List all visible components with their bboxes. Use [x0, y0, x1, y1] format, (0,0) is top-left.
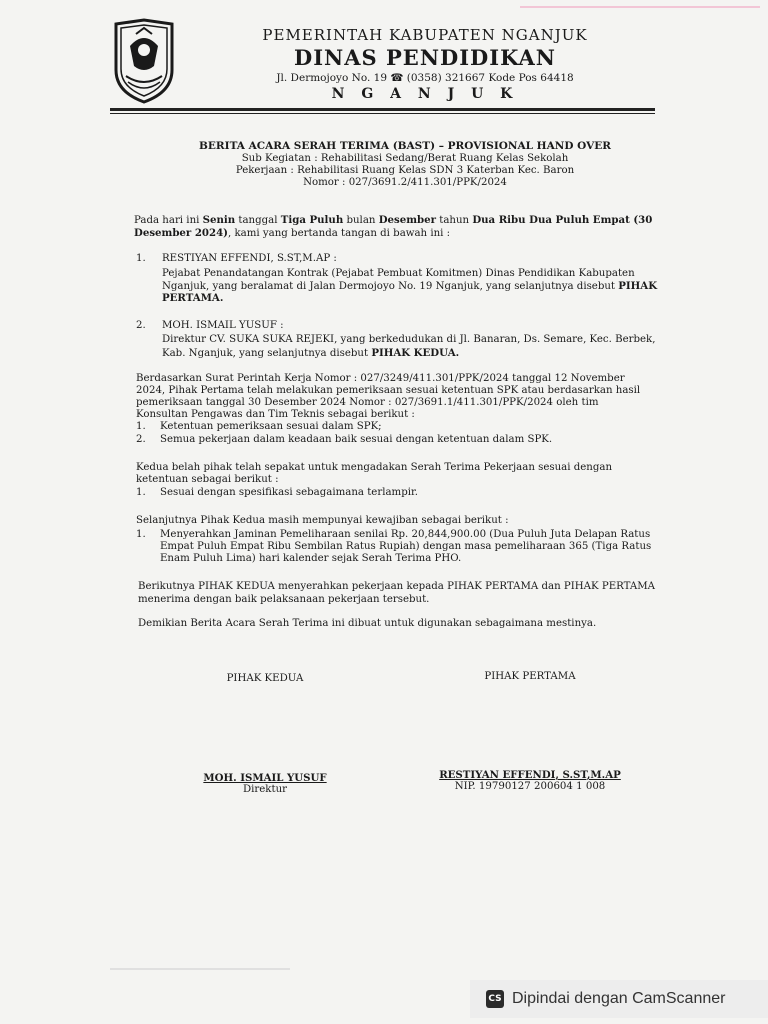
para1-line-1: Berdasarkan Surat Perintah Kerja Nomor : 027/3249/411.301/PPK/2024 tanggal 12 November	[136, 373, 625, 384]
party1-desc-text: Nganjuk, yang beralamat di Jalan Dermojoyo No. 19 Nganjuk, yang selanjutnya disebut	[162, 281, 619, 292]
para3-item-number: 1.	[136, 529, 146, 540]
city-name: N G A N J U K	[331, 86, 519, 102]
signature-label-pihak-pertama: PIHAK PERTAMA	[484, 671, 576, 682]
party1-name: RESTIYAN EFFENDI, S.ST,M.AP :	[162, 253, 337, 264]
letterhead-rule-thin	[110, 113, 655, 114]
intro-line-1	[134, 214, 652, 228]
party2-name: MOH. ISMAIL YUSUF :	[162, 320, 284, 331]
intro-day: Senin	[202, 214, 236, 226]
intro-date-bold: Desember 2024)	[134, 227, 229, 239]
para1-line-4: Konsultan Pengawas dan Tim Teknis sebagai berikut :	[136, 409, 415, 420]
para4-line-2: menerima dengan baik pelaksanaan pekerjaan tersebut.	[138, 594, 430, 605]
para1-line-2: 2024, Pihak Pertama telah melakukan pemeriksaan sesuai ketentuan SPK atau berdasarkan hasil	[136, 385, 641, 396]
signatory-title-kedua: Direktur	[242, 784, 288, 795]
letterhead-rule-thick	[110, 108, 655, 111]
intro-text: bulan	[343, 215, 379, 226]
nomor: Nomor : 027/3691.2/411.301/PPK/2024	[303, 177, 507, 188]
scan-artifact-line	[520, 6, 760, 8]
intro-month: Desember	[378, 214, 436, 226]
para3-item-line-3: Enam Puluh Lima) hari kalender sejak Serah Terima PHO.	[160, 553, 462, 564]
para1-item-number: 1.	[136, 421, 146, 432]
para1-item-text: Ketentuan pemeriksaan sesuai dalam SPK;	[160, 421, 382, 432]
letterhead	[200, 26, 650, 102]
camscanner-logo-icon: CS	[486, 990, 504, 1008]
agency-name: DINAS PENDIDIKAN	[294, 45, 556, 70]
intro-text: , kami yang bertanda tangan di bawah ini :	[228, 228, 451, 239]
party2-role-bold: PIHAK KEDUA.	[371, 347, 460, 359]
para2-line-2: ketentuan sebagai berikut :	[136, 474, 279, 485]
intro-year: Dua Ribu Dua Puluh Empat (30	[472, 214, 653, 226]
para1-item-text: Semua pekerjaan dalam keadaan baik sesuai dengan ketentuan dalam SPK.	[160, 434, 553, 445]
party2-desc-text: Kab. Nganjuk, yang selanjutnya disebut	[162, 348, 372, 359]
signatory-name-kedua: MOH. ISMAIL YUSUF	[203, 772, 327, 784]
para3-item-line-2: Empat Puluh Empat Ribu Sembilan Ratus Rupiah) dengan masa pemeliharaan 365 (Tiga Ratus	[160, 541, 652, 552]
party2-desc-2	[162, 347, 459, 361]
party2-number: 2.	[136, 320, 146, 331]
intro-text: tahun	[435, 215, 473, 226]
party1-number: 1.	[136, 253, 146, 264]
para3-line-1: Selanjutnya Pihak Kedua masih mempunyai kewajiban sebagai berikut :	[136, 515, 509, 526]
signatory-nip-pertama: NIP. 19790127 200604 1 008	[454, 781, 606, 792]
scan-artifact-smudge	[110, 968, 290, 970]
party1-role-bold: PIHAK	[618, 280, 658, 292]
intro-text: tanggal	[235, 215, 281, 226]
sub-kegiatan: Sub Kegiatan : Rehabilitasi Sedang/Berat Ruang Kelas Sekolah	[241, 153, 569, 164]
agency-address: Jl. Dermojoyo No. 19 ☎ (0358) 321667 Kode Pos 64418	[276, 72, 574, 84]
party1-role: PERTAMA.	[162, 292, 224, 304]
para2-item-number: 1.	[136, 487, 146, 498]
closing-statement: Demikian Berita Acara Serah Terima ini dibuat untuk digunakan sebagaimana mestinya.	[138, 618, 597, 629]
party1-desc-2	[162, 280, 657, 294]
para2-item-text: Sesuai dengan spesifikasi sebagaimana terlampir.	[160, 487, 418, 498]
para4-line-1: Berikutnya PIHAK KEDUA menyerahkan pekerjaan kepada PIHAK PERTAMA dan PIHAK PERTAMA	[138, 581, 655, 592]
para1-line-3: pemeriksaan tanggal 30 Desember 2024 Nomor : 027/3691.1/411.301/PPK/2024 oleh tim	[136, 397, 599, 408]
intro-line-2	[134, 227, 450, 241]
camscanner-text: Dipindai dengan CamScanner	[512, 990, 726, 1007]
pekerjaan: Pekerjaan : Rehabilitasi Ruang Kelas SDN 3 Katerban Kec. Baron	[235, 165, 575, 176]
intro-date: Tiga Puluh	[280, 214, 344, 226]
regency-seal-icon	[110, 18, 178, 104]
document-title: BERITA ACARA SERAH TERIMA (BAST) – PROVISIONAL HAND OVER	[199, 140, 611, 152]
government-name: PEMERINTAH KABUPATEN NGANJUK	[262, 26, 588, 44]
signature-label-pihak-kedua: PIHAK KEDUA	[226, 673, 304, 684]
para2-line-1: Kedua belah pihak telah sepakat untuk mengadakan Serah Terima Pekerjaan sesuai dengan	[136, 462, 613, 473]
party2-desc-1: Direktur CV. SUKA SUKA REJEKI, yang berkedudukan di Jl. Banaran, Ds. Semare, Kec. Berbek,	[162, 334, 656, 345]
party1-desc-1: Pejabat Penandatangan Kontrak (Pejabat Pembuat Komitmen) Dinas Pendidikan Kabupaten	[162, 268, 635, 279]
camscanner-watermark	[470, 980, 768, 1018]
signatory-name-pertama: RESTIYAN EFFENDI, S.ST,M.AP	[439, 769, 621, 781]
intro-text: Pada hari ini	[134, 215, 203, 226]
para3-item-line-1: Menyerahkan Jaminan Pemeliharaan senilai Rp. 20,844,900.00 (Dua Puluh Juta Delapan Ratus	[160, 529, 651, 540]
para1-item-number: 2.	[136, 434, 146, 445]
